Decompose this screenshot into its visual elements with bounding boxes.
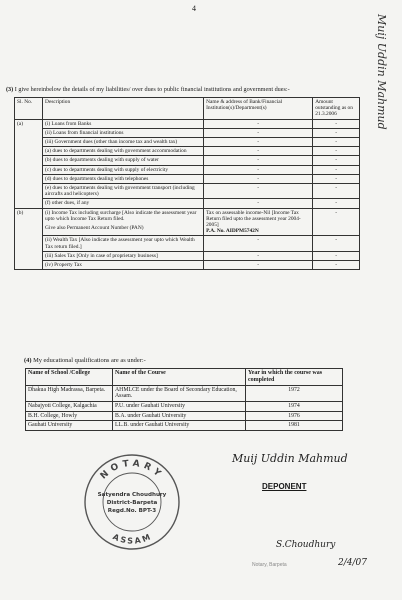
row-amount: - — [313, 174, 360, 183]
row-desc: (d) dues to departments dealing with telephones — [43, 174, 204, 183]
side-signature — [354, 6, 398, 176]
col-amount: Amount outstanding as on 21.3.2006 — [313, 98, 360, 120]
row-name: - — [204, 138, 313, 147]
row-amount: - — [313, 156, 360, 165]
education-heading-num: (4) — [24, 357, 32, 364]
course-cell: P.U. under Gauhati University — [113, 402, 246, 412]
row-desc: (i) Loans from Banks — [43, 119, 204, 128]
school-cell: Nabajyoti College, Kalgachia — [26, 402, 113, 412]
table-row — [15, 184, 360, 199]
course-cell: AHMLCE under the Board of Secondary Education, Assam. — [113, 385, 246, 401]
table-row — [15, 138, 360, 147]
row-name: - — [204, 119, 313, 128]
row-name: - — [204, 147, 313, 156]
table-row — [15, 174, 360, 183]
table-row — [15, 147, 360, 156]
row-amount: - — [313, 236, 360, 251]
notary-signature: S.Choudhury — [276, 540, 336, 550]
table-row — [15, 165, 360, 174]
row-name: - — [204, 251, 313, 260]
liabilities-heading-text: I give hereinbelow the details of my liabilities/ over dues to public financial institutions and government dues:- — [14, 86, 290, 93]
row-amount: - — [313, 165, 360, 174]
row-name: - — [204, 261, 313, 270]
table-row — [15, 199, 360, 208]
row-amount: - — [313, 147, 360, 156]
school-cell: Dhakua High Madrassa, Barpeta. — [26, 385, 113, 401]
deponent-label: DEPONENT — [262, 482, 307, 491]
row-desc: (iv) Property Tax — [43, 261, 204, 270]
col-school: Name of School /College — [26, 369, 113, 386]
table-row — [26, 402, 343, 412]
school-cell: B.H. College, Howly — [26, 411, 113, 421]
school-cell: Gauhati University — [26, 421, 113, 431]
row-name: - — [204, 128, 313, 137]
table-row — [15, 236, 360, 251]
row-amount: - — [313, 138, 360, 147]
row-desc — [43, 208, 204, 236]
col-year: Year in which the course was completed — [246, 369, 343, 386]
liabilities-heading — [6, 86, 290, 93]
stamp-bottom-arc: ASSAM — [111, 532, 153, 546]
row-desc: (e) dues to departments dealing with government transport (including aircrafts and helicopters) — [43, 184, 204, 199]
row-amount: - — [313, 119, 360, 128]
row-amount: - — [313, 128, 360, 137]
table-row — [15, 128, 360, 137]
col-description: Description — [43, 98, 204, 120]
year-cell: 1972 — [246, 385, 343, 401]
row-name: - — [204, 199, 313, 208]
notary-seal-text: Notary, Barpeta — [252, 562, 287, 568]
row-amount: - — [313, 184, 360, 199]
stamp-line1: Satyendra Choudhury — [97, 492, 167, 498]
row-name — [204, 208, 313, 236]
row-name: - — [204, 156, 313, 165]
side-signature-text: Muij Uddin Mahmud — [375, 14, 388, 130]
table-row — [26, 385, 343, 401]
page-number: 4 — [192, 4, 196, 13]
col-name-address: Name & address of Bank/Financial Institution(s)/Department(s) — [204, 98, 313, 120]
row-name: - — [204, 184, 313, 199]
income-tax-status: Tax on assessable income-Nil [Income Tax Return filed upto the assessment year 2004-2005] — [206, 209, 301, 229]
income-tax-desc: (i) Income Tax including surcharge [Also indicate the assessment year upto which Income Tax Return filed. — [45, 209, 197, 222]
stamp-top-arc: NOTARY — [98, 458, 166, 482]
row-name: - — [204, 165, 313, 174]
row-amount: - — [313, 199, 360, 208]
year-cell: 1974 — [246, 402, 343, 412]
group-a-label: (a) — [15, 119, 43, 208]
education-heading-text: My educational qualifications are as under:- — [33, 357, 146, 364]
notary-stamp — [82, 452, 182, 552]
education-heading — [24, 357, 146, 364]
group-b-label: (b) — [15, 208, 43, 270]
year-cell: 1976 — [246, 411, 343, 421]
col-sl: Sl. No. — [15, 98, 43, 120]
row-desc: (a) dues to departments dealing with government accommodation — [43, 147, 204, 156]
row-desc: (ii) Loans from financial institutions — [43, 128, 204, 137]
table-row — [15, 261, 360, 270]
table-row — [15, 119, 360, 128]
stamp-line3: Regd.No. BPT-3 — [107, 508, 157, 514]
row-desc: (b) dues to departments dealing with supply of water — [43, 156, 204, 165]
education-header-row — [26, 369, 343, 386]
table-row — [15, 251, 360, 260]
liabilities-header-row — [15, 98, 360, 120]
course-cell: LL.B. under Gauhati University — [113, 421, 246, 431]
row-desc: (ii) Wealth Tax [Also indicate the assessment year upto which Wealth Tax return filed.] — [43, 236, 204, 251]
liabilities-table — [14, 97, 360, 270]
pan-desc: Give also Permanent Account Number (PAN) — [45, 225, 144, 232]
row-amount: - — [313, 251, 360, 260]
row-desc: (c) dues to departments dealing with supply of electricity — [43, 165, 204, 174]
row-amount: - — [313, 208, 360, 236]
notary-date: 2/4/07 — [338, 558, 367, 568]
table-row — [15, 156, 360, 165]
liabilities-heading-num: (3) — [6, 86, 14, 93]
course-cell: B.A. under Gauhati University — [113, 411, 246, 421]
pan-number: P.A. No. AIDPM5742N — [206, 228, 259, 235]
year-cell: 1981 — [246, 421, 343, 431]
deponent-signature: Muij Uddin Mahmud — [232, 452, 348, 465]
row-amount: - — [313, 261, 360, 270]
row-name: - — [204, 174, 313, 183]
table-row — [26, 421, 343, 431]
table-row — [26, 411, 343, 421]
row-desc: (iii) Sales Tax [Only in case of proprietary business] — [43, 251, 204, 260]
row-name: - — [204, 236, 313, 251]
stamp-line2: District-Barpeta — [106, 500, 158, 506]
education-table — [25, 368, 343, 431]
row-desc: (f) other dues, if any — [43, 199, 204, 208]
row-desc: (iii) Government dues (other than income tax and wealth tax) — [43, 138, 204, 147]
col-course: Name of the Course — [113, 369, 246, 386]
table-row — [15, 208, 360, 236]
